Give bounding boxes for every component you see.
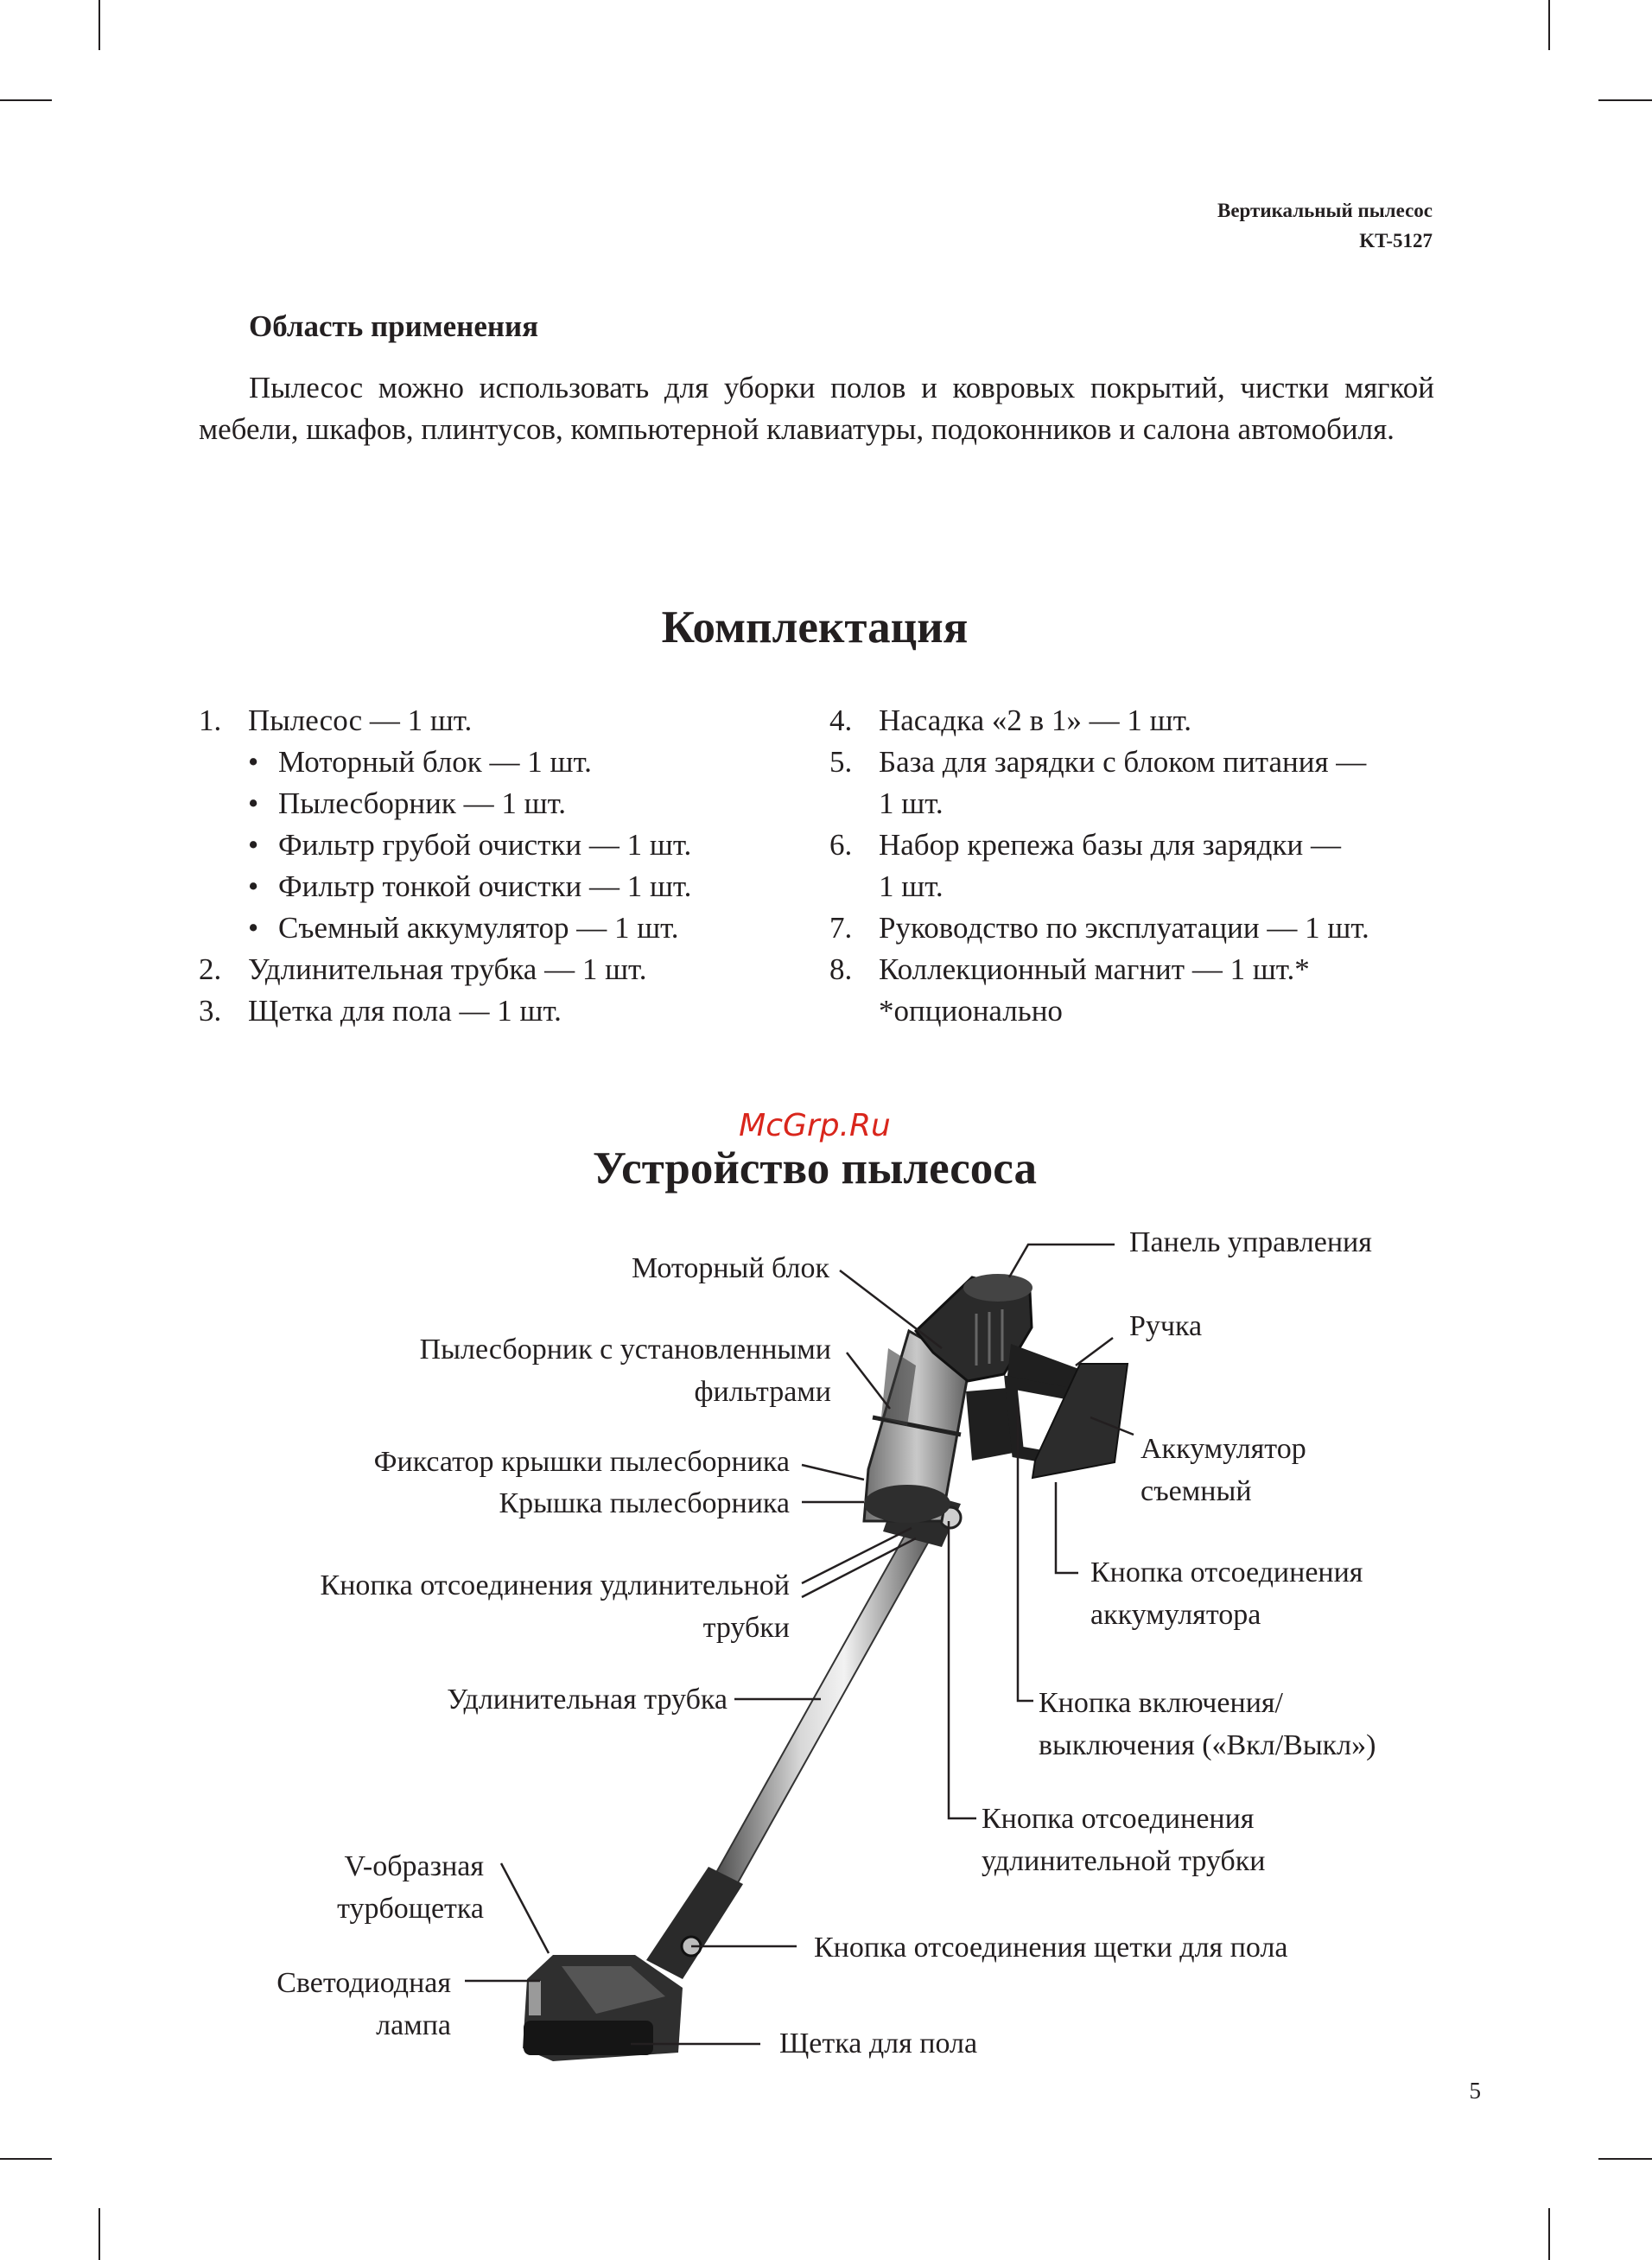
list-item: 1. Пылесос — 1 шт. — [199, 703, 473, 737]
label-tube-release-2: Кнопка отсоединения удлинительной трубки — [982, 1803, 1266, 1877]
label-tube-release: Кнопка отсоединения удлинительной трубки — [320, 1569, 790, 1644]
label-power-button: Кнопка включения/ выключения («Вкл/Выкл») — [1039, 1687, 1376, 1761]
label-control-panel: Панель управления — [1129, 1226, 1372, 1258]
scope-paragraph: Пылесос можно использовать для уборки полов и ковровых покрытий, чистки мягкой мебели, шкафов, плинтусов, компьютерной клавиатуры, подоконников и салона автомобиля. — [199, 371, 1434, 446]
floor-brush — [523, 1955, 683, 2061]
list-item: 8. Коллекционный магнит — 1 шт.* — [829, 952, 1310, 986]
label-lid-lock: Фиксатор крышки пылесборника — [373, 1446, 790, 1478]
label-battery: Аккумулятор съемный — [1141, 1433, 1306, 1507]
list-item: • Съемный аккумулятор — 1 шт. — [248, 911, 679, 945]
kit-title: Комплектация — [661, 602, 969, 653]
list-item: 1 шт. — [879, 786, 944, 820]
list-item: • Пылесборник — 1 шт. — [248, 786, 567, 820]
list-item: 2. Удлинительная трубка — 1 шт. — [199, 952, 647, 986]
header-model: KT-5127 — [1359, 230, 1433, 251]
brush-joint — [646, 1867, 743, 1979]
label-lid: Крышка пылесборника — [499, 1487, 790, 1519]
watermark: McGrp.Ru — [739, 1108, 891, 1143]
label-turbo-brush: V-образная турбощетка — [337, 1850, 484, 1925]
scope-title: Область применения — [249, 309, 539, 343]
list-item: 5. База для зарядки с блоком питания — — [829, 745, 1367, 779]
list-item: 3. Щетка для пола — 1 шт. — [199, 994, 562, 1028]
label-dust-bin: Пылесборник с установленными фильтрами — [419, 1334, 831, 1408]
header-product: Вертикальный пылесос — [1217, 200, 1433, 221]
list-item: *опционально — [879, 994, 1063, 1028]
label-brush-release: Кнопка отсоединения щетки для пола — [814, 1932, 1288, 1964]
list-item: 4. Насадка «2 в 1» — 1 шт. — [829, 703, 1192, 737]
label-led: Светодиодная лампа — [276, 1967, 451, 2041]
list-item: 1 шт. — [879, 869, 944, 903]
list-item: 7. Руководство по эксплуатации — 1 шт. — [829, 911, 1369, 945]
label-battery-release: Кнопка отсоединения аккумулятора — [1090, 1557, 1363, 1631]
device-title: Устройство пылесоса — [593, 1143, 1037, 1194]
list-item: 6. Набор крепежа базы для зарядки — — [829, 828, 1341, 862]
page-number: 5 — [1469, 2078, 1481, 2104]
list-item: • Фильтр тонкой очистки — 1 шт. — [248, 869, 692, 903]
label-tube: Удлинительная трубка — [447, 1684, 728, 1716]
list-item: • Фильтр грубой очистки — 1 шт. — [248, 828, 692, 862]
label-handle: Ручка — [1129, 1310, 1203, 1342]
list-item: • Моторный блок — 1 шт. — [248, 745, 592, 779]
label-floor-brush: Щетка для пола — [779, 2028, 978, 2059]
label-motor: Моторный блок — [631, 1252, 829, 1284]
